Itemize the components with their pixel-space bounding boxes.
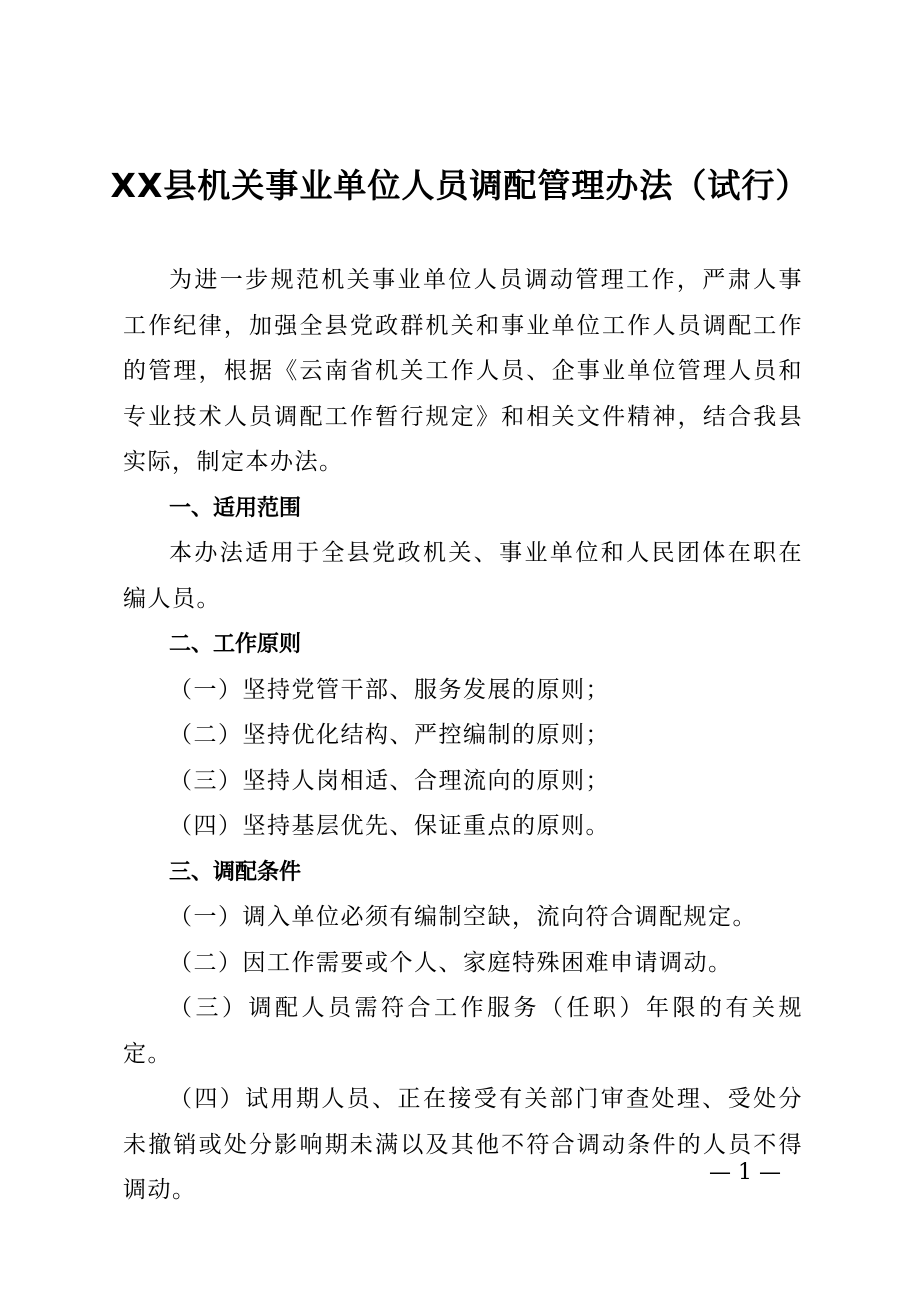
document-title: XX县机关事业单位人员调配管理办法（试行） [110, 166, 810, 205]
condition-item: （一）调入单位必须有编制空缺，流向符合调配规定。 [169, 904, 757, 930]
section-heading-conditions: 三、调配条件 [169, 859, 302, 885]
page-number: — 1 — [709, 1160, 781, 1185]
principle-item: （四）坚持基层优先、保证重点的原则。 [169, 813, 610, 839]
principle-item: （二）坚持优化结构、严控编制的原则； [169, 722, 610, 748]
document-body [123, 258, 803, 1214]
intro-paragraph: 为进一步规范机关事业单位人员调动管理工作，严肃人事工作纪律，加强全县党政群机关和事业单位工作人员调配工作的管理，根据《云南省机关工作人员、企事业单位管理人员和专业技术人员调配工作暂行规定》和相关文件精神，结合我县实际，制定本办法。 [123, 267, 803, 475]
condition-item: （四）试用期人员、正在接受有关部门审查处理、受处分未撤销或处分影响期未满以及其他不符合调动条件的人员不得调动。 [123, 1086, 803, 1203]
principle-item: （一）坚持党管干部、服务发展的原则； [169, 676, 610, 703]
condition-item: （二）因工作需要或个人、家庭特殊困难申请调动。 [169, 949, 733, 976]
scope-paragraph: 本办法适用于全县党政机关、事业单位和人民团体在职在编人员。 [123, 540, 803, 612]
principle-item: （三）坚持人岗相适、合理流向的原则； [169, 767, 610, 794]
condition-item: （三）调配人员需符合工作服务（任职）年限的有关规定。 [123, 995, 803, 1067]
section-heading-principles: 二、工作原则 [169, 632, 302, 657]
section-heading-scope: 一、适用范围 [169, 495, 302, 521]
